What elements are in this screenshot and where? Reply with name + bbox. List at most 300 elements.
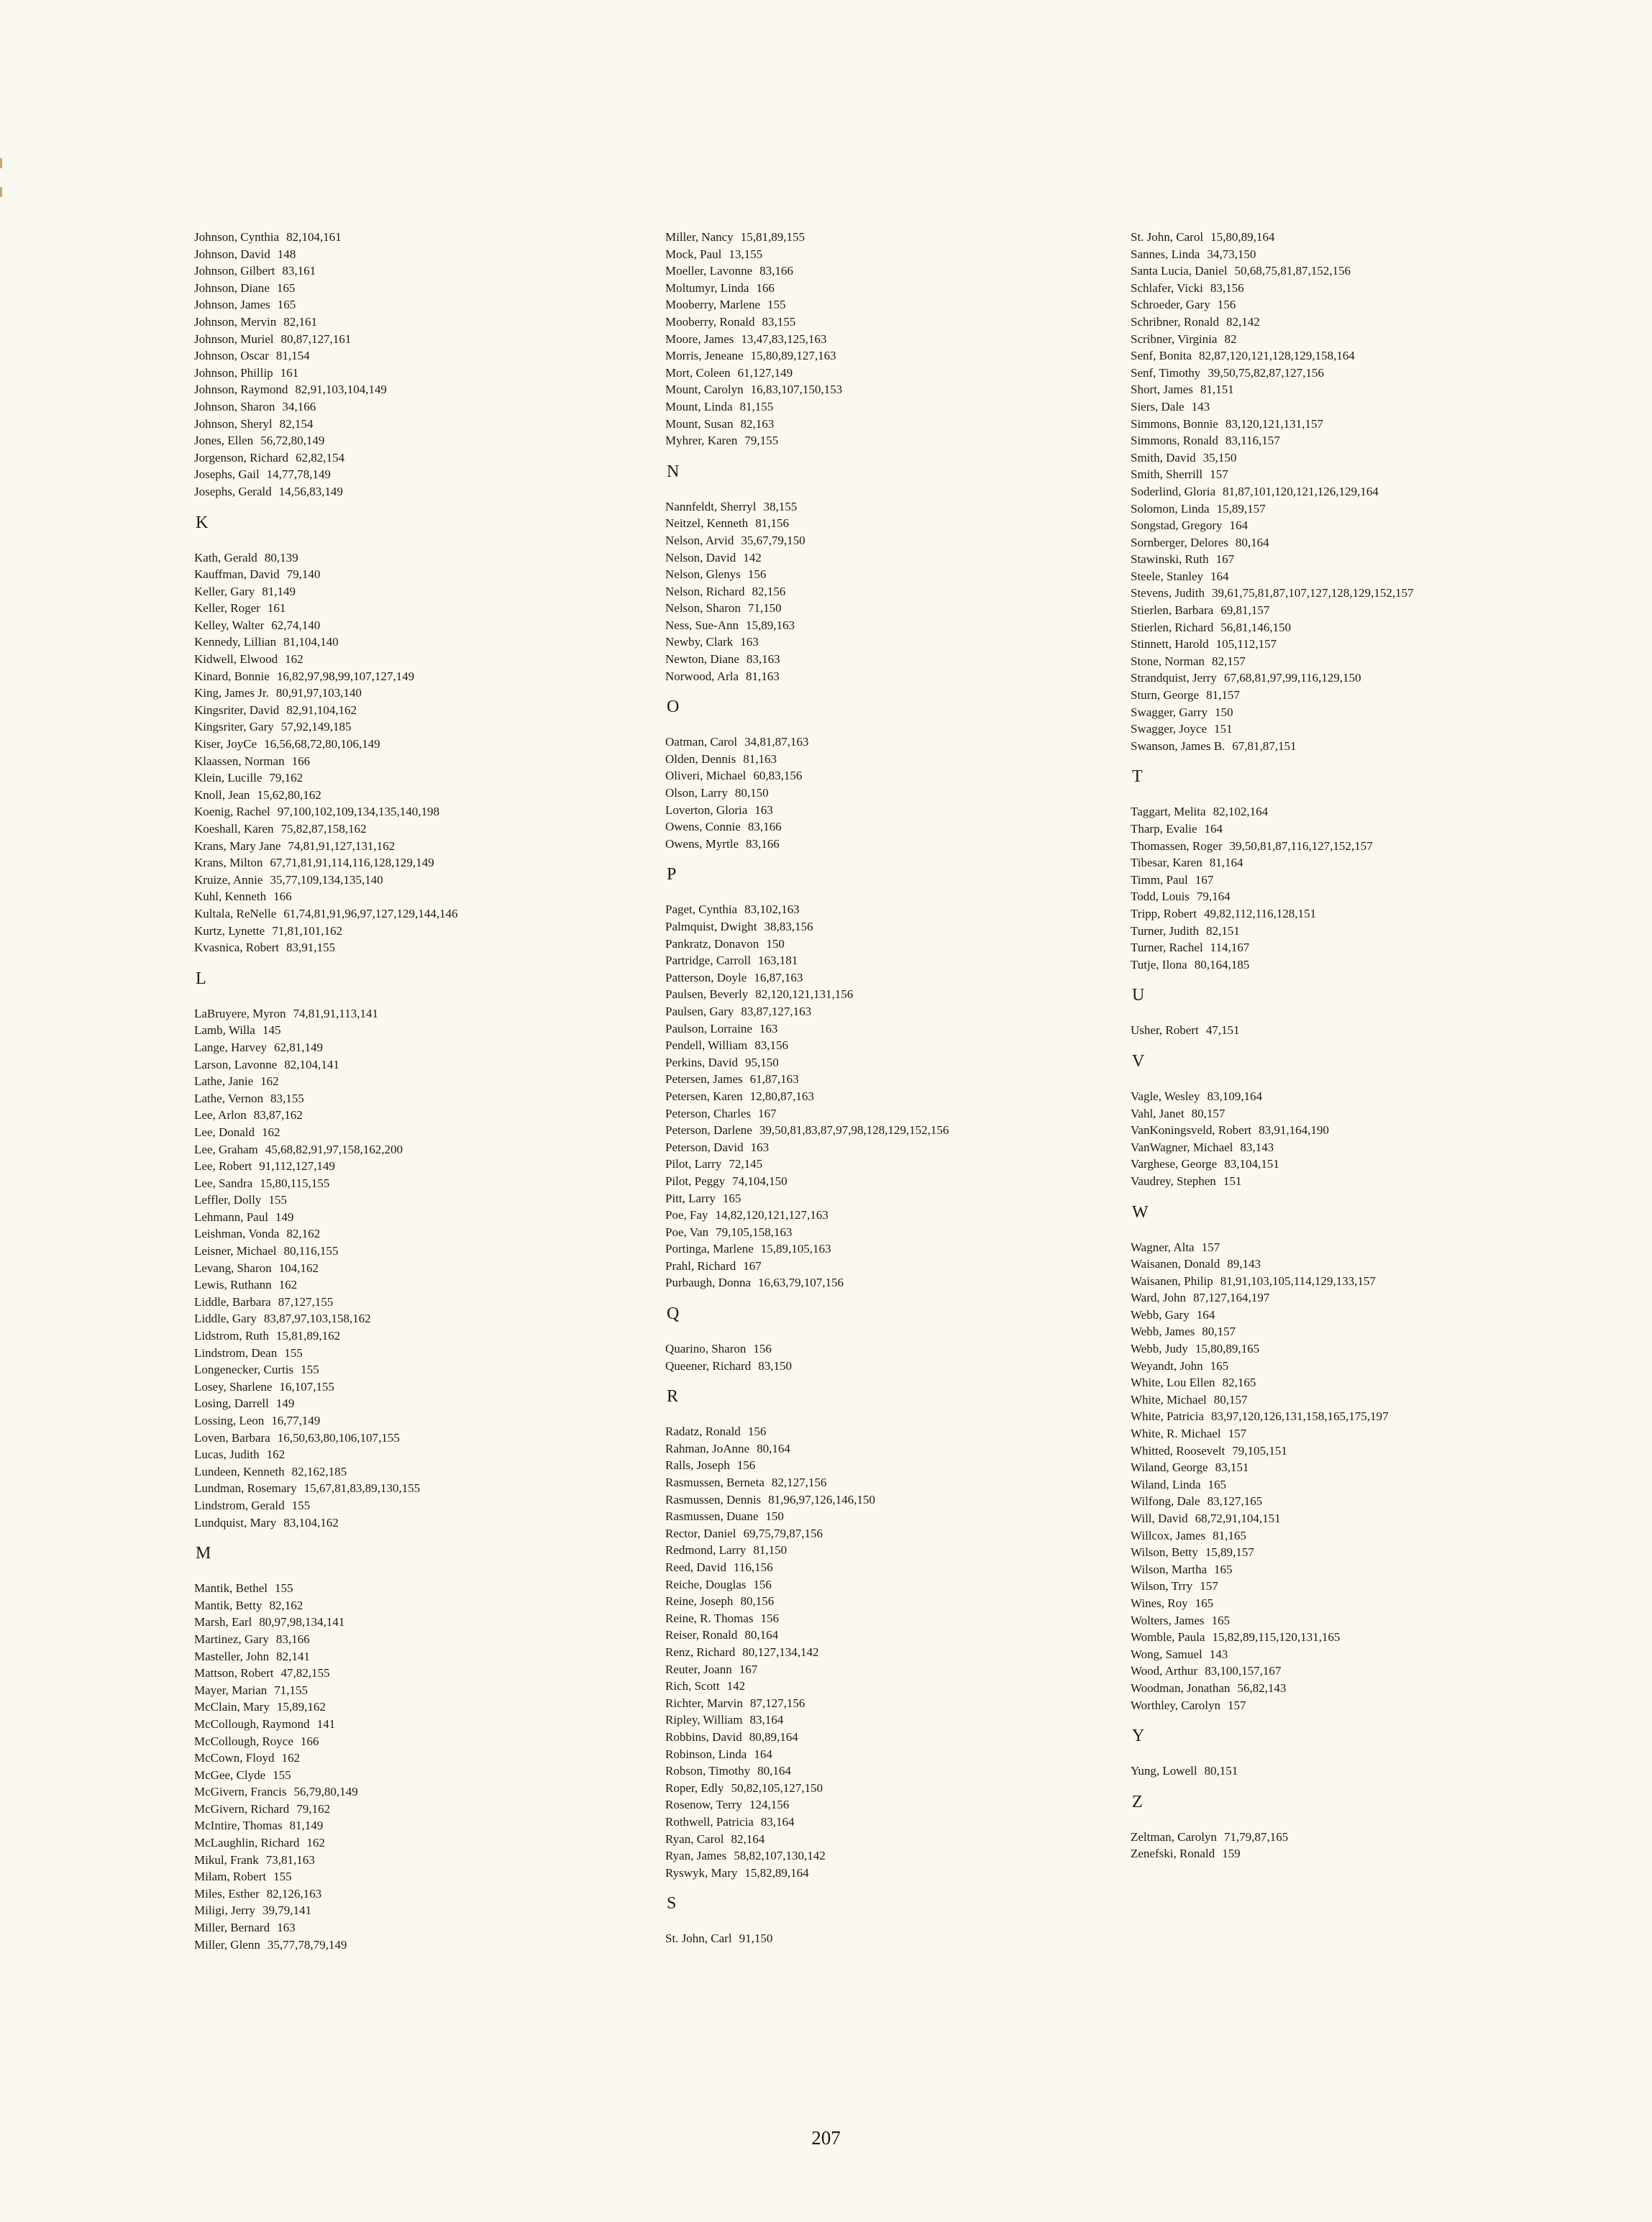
- index-entry: [665, 262, 1133, 280]
- entry-name: Levang, Sharon: [194, 1261, 272, 1275]
- index-entry: [194, 1767, 662, 1784]
- index-entry: [194, 1885, 662, 1903]
- entry-name: Swanson, James B.: [1131, 739, 1226, 753]
- index-entry: [194, 246, 662, 263]
- entry-list: [1131, 1829, 1634, 1862]
- entry-name: Miller, Bernard: [194, 1921, 270, 1935]
- entry-pages: 165: [1208, 1477, 1227, 1491]
- index-section: [1131, 984, 1634, 1039]
- entry-name: Smith, Sherrill: [1131, 467, 1203, 482]
- entry-pages: 80,164: [744, 1628, 779, 1642]
- entry-pages: 57,92,149,185: [280, 720, 352, 734]
- entry-name: Renz, Richard: [665, 1645, 736, 1659]
- entry-name: Smith, David: [1131, 450, 1196, 465]
- entry-pages: 79,105,158,163: [716, 1225, 793, 1239]
- entry-pages: 162: [306, 1836, 325, 1850]
- index-entry: [1131, 803, 1634, 820]
- entry-name: Ward, John: [1131, 1291, 1187, 1305]
- entry-name: Peterson, Darlene: [665, 1123, 752, 1138]
- index-entry: [194, 820, 662, 838]
- index-entry: [194, 1090, 662, 1107]
- entry-pages: 145: [262, 1023, 281, 1038]
- entry-pages: 83,166: [745, 836, 780, 851]
- entry-name: Santa Lucia, Daniel: [1131, 264, 1228, 278]
- index-entry: [665, 1508, 1133, 1525]
- entry-pages: 162: [285, 652, 304, 667]
- entry-name: Kauffman, David: [194, 567, 280, 582]
- entry-name: Partridge, Carroll: [665, 954, 751, 968]
- entry-pages: 83,97,120,126,131,158,165,175,197: [1210, 1409, 1389, 1424]
- entry-name: Timm, Paul: [1131, 872, 1188, 887]
- entry-pages: 80,157: [1213, 1392, 1248, 1407]
- index-entry: [194, 1801, 662, 1818]
- entry-pages: 83,156: [1210, 280, 1244, 295]
- entry-pages: 82,164: [731, 1832, 765, 1846]
- entry-list: [1131, 1239, 1634, 1714]
- entry-name: Mantik, Betty: [194, 1598, 263, 1612]
- entry-pages: 91,112,127,149: [259, 1159, 335, 1174]
- entry-pages: 16,77,149: [271, 1414, 321, 1427]
- entry-pages: 34,166: [282, 399, 316, 413]
- entry-pages: 82,163: [740, 416, 775, 431]
- entry-list: [665, 229, 1133, 449]
- index-entry: [665, 515, 1133, 532]
- entry-name: LaBruyere, Myron: [194, 1006, 286, 1020]
- index-entry: [1131, 1323, 1634, 1340]
- entry-name: Reine, R. Thomas: [665, 1611, 754, 1625]
- index-entry: [1131, 1680, 1634, 1697]
- index-entry: [665, 1711, 1133, 1729]
- entry-pages: 82,91,104,162: [286, 703, 357, 717]
- entry-pages: 161: [267, 601, 286, 616]
- entry-pages: 62,81,149: [274, 1040, 324, 1054]
- index-entry: [665, 1457, 1133, 1474]
- index-entry: [665, 1358, 1133, 1375]
- entry-name: Zeltman, Carolyn: [1131, 1829, 1217, 1844]
- index-entry: [1131, 1239, 1634, 1256]
- index-entry: [1131, 1663, 1634, 1680]
- entry-pages: 49,82,112,116,128,151: [1203, 906, 1316, 920]
- index-entry: [1131, 1156, 1634, 1173]
- entry-name: Johnson, Diane: [194, 280, 270, 295]
- index-entry: [1131, 398, 1634, 416]
- index-entry: [194, 347, 662, 365]
- entry-name: Martinez, Gary: [194, 1632, 269, 1646]
- entry-pages: 81,156: [755, 516, 789, 531]
- entry-pages: 16,107,155: [279, 1379, 334, 1394]
- entry-pages: 165: [1214, 1562, 1233, 1576]
- entry-pages: 156: [1217, 298, 1236, 312]
- entry-name: Lossing, Leon: [194, 1414, 265, 1427]
- entry-pages: 38,83,156: [764, 920, 813, 933]
- entry-pages: 156: [753, 1577, 772, 1591]
- index-section: [1131, 766, 1634, 973]
- entry-pages: 16,63,79,107,156: [757, 1276, 844, 1290]
- entry-name: Nelson, David: [665, 550, 736, 564]
- index-entry: [665, 1003, 1133, 1020]
- entry-name: McIntire, Thomas: [194, 1819, 283, 1833]
- entry-pages: 163,181: [757, 954, 798, 968]
- entry-pages: 83,166: [747, 820, 782, 834]
- entry-pages: 83,150: [758, 1358, 792, 1373]
- entry-pages: 156: [753, 1342, 772, 1356]
- index-entry: [1131, 1829, 1634, 1846]
- entry-name: Moltumyr, Linda: [665, 280, 749, 295]
- entry-name: Mock, Paul: [665, 247, 722, 261]
- section-letter-heading: T: [1132, 767, 1144, 787]
- entry-pages: 83,120,121,131,157: [1225, 416, 1323, 431]
- entry-name: Olden, Dennis: [665, 751, 736, 766]
- index-entry: [665, 733, 1133, 751]
- index-entry: [194, 1310, 662, 1327]
- entry-name: Lathe, Vernon: [194, 1091, 263, 1105]
- entry-pages: 34,81,87,163: [744, 735, 809, 749]
- entry-name: Lindstrom, Dean: [194, 1345, 278, 1360]
- entry-name: McCollough, Royce: [194, 1734, 293, 1748]
- index-entry: [194, 1225, 662, 1243]
- entry-pages: 167: [739, 1662, 758, 1676]
- entry-name: Willcox, James: [1131, 1528, 1206, 1542]
- entry-name: King, James Jr.: [194, 686, 269, 700]
- entry-name: Moore, James: [665, 332, 734, 346]
- index-entry: [1131, 1544, 1634, 1561]
- entry-pages: 83,163: [746, 652, 780, 667]
- index-entry: [1131, 653, 1634, 670]
- index-entry: [665, 1542, 1133, 1559]
- entry-pages: 39,50,81,87,116,127,152,157: [1229, 838, 1373, 853]
- entry-pages: 80,151: [1204, 1764, 1238, 1778]
- entry-pages: 83,155: [270, 1091, 304, 1105]
- entry-name: Johnson, James: [194, 298, 270, 312]
- entry-name: Wilfong, Dale: [1131, 1494, 1200, 1509]
- index-entry: [665, 1831, 1133, 1848]
- entry-pages: 72,145: [729, 1157, 763, 1171]
- entry-name: Jorgenson, Richard: [194, 450, 288, 465]
- entry-pages: 71,81,101,162: [272, 923, 342, 938]
- entry-name: Strandquist, Jerry: [1131, 671, 1217, 685]
- index-entry: [665, 1559, 1133, 1576]
- entry-name: Leffler, Dolly: [194, 1193, 262, 1207]
- entry-pages: 73,81,163: [265, 1852, 315, 1867]
- index-entry: [194, 1175, 662, 1192]
- entry-name: Miller, Glenn: [194, 1937, 260, 1952]
- entry-name: Miligi, Jerry: [194, 1903, 255, 1918]
- entry-pages: 80,127,134,142: [742, 1645, 819, 1659]
- entry-name: Leisner, Michael: [194, 1244, 277, 1258]
- index-entry: [1131, 738, 1634, 755]
- entry-name: Knoll, Jean: [194, 787, 250, 802]
- index-entry: [194, 617, 662, 634]
- entry-name: Wilson, Martha: [1131, 1562, 1208, 1576]
- entry-name: Pitt, Larry: [665, 1191, 716, 1205]
- entry-pages: 80,91,97,103,140: [275, 686, 362, 700]
- entry-pages: 155: [268, 1193, 287, 1207]
- entry-name: Johnson, Raymond: [194, 383, 288, 397]
- entry-pages: 80,164: [1235, 535, 1269, 549]
- entry-pages: 35,67,79,150: [741, 533, 806, 547]
- index-entry: [1131, 229, 1634, 246]
- index-entry: [665, 634, 1133, 651]
- entry-pages: 83,100,157,167: [1205, 1664, 1282, 1678]
- index-entry: [194, 888, 662, 905]
- entry-pages: 14,77,78,149: [266, 467, 331, 482]
- index-entry: [665, 1224, 1133, 1241]
- index-entry: [1131, 1510, 1634, 1527]
- entry-name: Mount, Carolyn: [665, 383, 744, 397]
- index-section: [1131, 1791, 1634, 1862]
- entry-name: Lundman, Rosemary: [194, 1481, 297, 1496]
- index-entry: [194, 1107, 662, 1124]
- index-entry: [665, 1122, 1133, 1139]
- entry-name: Scribner, Virginia: [1131, 332, 1218, 346]
- entry-name: Pankratz, Donavon: [665, 936, 759, 951]
- entry-pages: 82,141: [276, 1649, 310, 1663]
- index-entry: [1131, 483, 1634, 500]
- section-letter-heading: R: [667, 1387, 680, 1407]
- index-section: [194, 1542, 662, 1953]
- index-entry: [194, 1158, 662, 1175]
- entry-name: Jones, Ellen: [194, 434, 254, 448]
- entry-name: Neitzel, Kenneth: [665, 516, 749, 531]
- entry-pages: 68,72,91,104,151: [1195, 1512, 1281, 1525]
- index-entry: [1131, 296, 1634, 314]
- entry-name: Whitted, Roosevelt: [1131, 1443, 1226, 1458]
- entry-pages: 155: [767, 298, 786, 312]
- entry-pages: 79,164: [1196, 890, 1231, 904]
- index-entry: [665, 1173, 1133, 1190]
- entry-list: [1131, 1022, 1634, 1039]
- index-entry: [665, 1525, 1133, 1542]
- entry-pages: 16,50,63,80,106,107,155: [277, 1430, 400, 1445]
- index-entry: [194, 1260, 662, 1277]
- index-entry: [665, 1037, 1133, 1054]
- entry-pages: 80,157: [1191, 1106, 1226, 1120]
- entry-pages: 39,61,75,81,87,107,127,128,129,152,157: [1211, 586, 1414, 600]
- index-entry: [665, 1190, 1133, 1207]
- entry-name: McCollough, Raymond: [194, 1716, 310, 1731]
- entry-pages: 15,80,89,165: [1195, 1342, 1260, 1356]
- entry-pages: 163: [754, 803, 773, 817]
- entry-name: Longenecker, Curtis: [194, 1363, 294, 1377]
- entry-pages: 82,120,121,131,156: [755, 987, 854, 1002]
- entry-name: Newby, Clark: [665, 635, 734, 649]
- entry-pages: 81,163: [743, 751, 777, 766]
- entry-name: Ryan, Carol: [665, 1832, 724, 1846]
- entry-pages: 165: [277, 298, 296, 312]
- index-entry: [1131, 1443, 1634, 1460]
- entry-pages: 67,68,81,97,99,116,129,150: [1223, 671, 1361, 685]
- index-entry: [665, 802, 1133, 819]
- entry-name: Johnson, Muriel: [194, 332, 274, 346]
- entry-pages: 81,149: [289, 1819, 324, 1833]
- entry-pages: 69,81,157: [1220, 603, 1270, 618]
- entry-name: Marsh, Earl: [194, 1615, 252, 1629]
- index-entry: [194, 1463, 662, 1481]
- entry-name: Schroeder, Gary: [1131, 298, 1210, 312]
- entry-name: Josephs, Gerald: [194, 484, 272, 498]
- entry-name: Vahl, Janet: [1131, 1106, 1185, 1120]
- entry-name: Schribner, Ronald: [1131, 314, 1220, 329]
- index-entry: [665, 314, 1133, 331]
- index-entry: [194, 1514, 662, 1532]
- entry-name: Johnson, Mervin: [194, 314, 277, 329]
- index-entry: [194, 466, 662, 483]
- entry-name: Johnson, Gilbert: [194, 264, 275, 278]
- index-section: [1131, 1051, 1634, 1190]
- entry-name: Mort, Coleen: [665, 365, 731, 380]
- entry-pages: 165: [276, 280, 296, 295]
- index-entry: [665, 416, 1133, 433]
- index-entry: [194, 651, 662, 668]
- index-entry: [1131, 669, 1634, 687]
- index-entry: [1131, 331, 1634, 348]
- entry-pages: 16,56,68,72,80,106,149: [264, 737, 380, 751]
- entry-pages: 16,87,163: [754, 970, 803, 984]
- entry-pages: 82,156: [752, 584, 786, 598]
- index-entry: [194, 280, 662, 297]
- entry-name: Turner, Rachel: [1131, 941, 1203, 955]
- entry-pages: 156: [747, 1425, 767, 1439]
- index-entry: [1131, 923, 1634, 940]
- entry-pages: 104,162: [278, 1261, 319, 1275]
- entry-name: Quarino, Sharon: [665, 1342, 747, 1356]
- entry-pages: 162: [266, 1448, 286, 1462]
- index-entry: [194, 1243, 662, 1260]
- entry-name: Yung, Lowell: [1131, 1764, 1197, 1778]
- index-entry: [1131, 854, 1634, 872]
- index-entry: [194, 668, 662, 685]
- index-entry: [1131, 687, 1634, 704]
- index-entry: [1131, 347, 1634, 365]
- entry-name: Sturn, George: [1131, 688, 1200, 703]
- index-entry: [194, 1631, 662, 1648]
- entry-pages: 83,151: [1215, 1460, 1249, 1475]
- index-section: [665, 864, 1133, 1291]
- entry-pages: 155: [284, 1345, 303, 1360]
- index-entry: [194, 1682, 662, 1699]
- entry-name: Senf, Bonita: [1131, 349, 1192, 363]
- entry-name: Short, James: [1131, 383, 1193, 397]
- entry-pages: 67,71,81,91,114,116,128,129,149: [270, 856, 434, 870]
- entry-pages: 83,143: [1240, 1140, 1274, 1154]
- entry-name: Kath, Gerald: [194, 550, 257, 564]
- index-entry: [194, 1817, 662, 1834]
- entry-pages: 91,150: [739, 1931, 773, 1946]
- index-entry: [1131, 1493, 1634, 1510]
- entry-name: Mount, Susan: [665, 416, 734, 431]
- entry-pages: 82,162: [269, 1598, 304, 1612]
- index-entry: [665, 901, 1133, 918]
- entry-name: Loven, Barbara: [194, 1430, 270, 1445]
- entry-pages: 38,155: [763, 499, 798, 513]
- index-entry: [665, 432, 1133, 449]
- index-entry: [665, 668, 1133, 685]
- index-entry: [194, 769, 662, 787]
- index-entry: [194, 905, 662, 923]
- index-entry: [194, 1005, 662, 1023]
- entry-pages: 87,127,164,197: [1193, 1291, 1270, 1305]
- index-entry: [194, 583, 662, 600]
- index-entry: [665, 532, 1133, 549]
- entry-name: Stawinski, Ruth: [1131, 552, 1209, 567]
- index-entry: [665, 549, 1133, 567]
- entry-pages: 159: [1222, 1847, 1241, 1861]
- index-entry: [665, 398, 1133, 416]
- entry-pages: 16,83,107,150,153: [750, 383, 843, 397]
- entry-name: Ryan, James: [665, 1849, 727, 1863]
- entry-list: [194, 549, 662, 956]
- entry-name: Wiland, George: [1131, 1460, 1208, 1475]
- index-entry: [665, 1610, 1133, 1627]
- entry-name: Palmquist, Dwight: [665, 920, 757, 933]
- index-entry: [665, 498, 1133, 516]
- entry-pages: 83,156: [754, 1038, 788, 1053]
- entry-pages: 83,164: [760, 1814, 795, 1829]
- entry-pages: 15,82,89,164: [744, 1865, 809, 1880]
- entry-pages: 75,82,87,158,162: [280, 822, 367, 836]
- entry-list: [1131, 803, 1634, 973]
- entry-pages: 82,162,185: [291, 1464, 347, 1478]
- entry-pages: 161: [280, 365, 299, 380]
- entry-pages: 61,127,149: [737, 365, 793, 380]
- entry-name: Josephs, Gail: [194, 467, 260, 482]
- entry-pages: 162: [281, 1751, 300, 1765]
- index-entry: [665, 1729, 1133, 1746]
- index-entry: [1131, 1088, 1634, 1105]
- entry-name: Poe, Fay: [665, 1208, 708, 1222]
- entry-pages: 151: [1223, 1174, 1242, 1188]
- entry-name: Keller, Gary: [194, 584, 255, 598]
- entry-name: Kruize, Annie: [194, 872, 263, 887]
- index-entry: [194, 314, 662, 331]
- index-entry: [1131, 1256, 1634, 1273]
- entry-pages: 163: [759, 1021, 778, 1035]
- entry-pages: 80,97,98,134,141: [259, 1615, 345, 1629]
- entry-pages: 83,127,165: [1207, 1494, 1263, 1509]
- entry-name: Johnson, David: [194, 247, 270, 261]
- entry-pages: 81,96,97,126,146,150: [768, 1492, 875, 1507]
- index-section: [665, 1303, 1133, 1374]
- entry-pages: 150: [765, 1509, 784, 1524]
- index-entry: [1131, 1425, 1634, 1443]
- entry-name: Kennedy, Lillian: [194, 635, 277, 649]
- entry-name: Mooberry, Ronald: [665, 314, 755, 329]
- entry-name: Waisanen, Donald: [1131, 1257, 1220, 1271]
- entry-list: [665, 1930, 1133, 1947]
- index-entry: [665, 229, 1133, 246]
- entry-name: Kingsriter, Gary: [194, 720, 274, 734]
- entry-name: Mooberry, Marlene: [665, 298, 761, 312]
- index-entry: [665, 1474, 1133, 1491]
- index-entry: [665, 1865, 1133, 1882]
- entry-name: Rasmussen, Berneta: [665, 1476, 765, 1490]
- entry-pages: 82,142: [1226, 314, 1260, 329]
- entry-pages: 56,81,146,150: [1220, 620, 1291, 634]
- entry-pages: 82,104,161: [286, 230, 342, 244]
- index-entry: [665, 296, 1133, 314]
- entry-pages: 80,164,185: [1194, 957, 1250, 971]
- index-entry: [194, 718, 662, 736]
- section-letter-heading: V: [1132, 1051, 1146, 1071]
- entry-name: Lee, Graham: [194, 1142, 258, 1156]
- entry-name: Liddle, Barbara: [194, 1294, 271, 1309]
- entry-name: Lewis, Ruthann: [194, 1278, 272, 1292]
- entry-pages: 164: [1229, 518, 1248, 533]
- index-entry: [1131, 551, 1634, 568]
- entry-pages: 83,87,162: [253, 1108, 303, 1123]
- entry-pages: 15,89,157: [1205, 1545, 1254, 1560]
- entry-name: Pilot, Larry: [665, 1157, 722, 1171]
